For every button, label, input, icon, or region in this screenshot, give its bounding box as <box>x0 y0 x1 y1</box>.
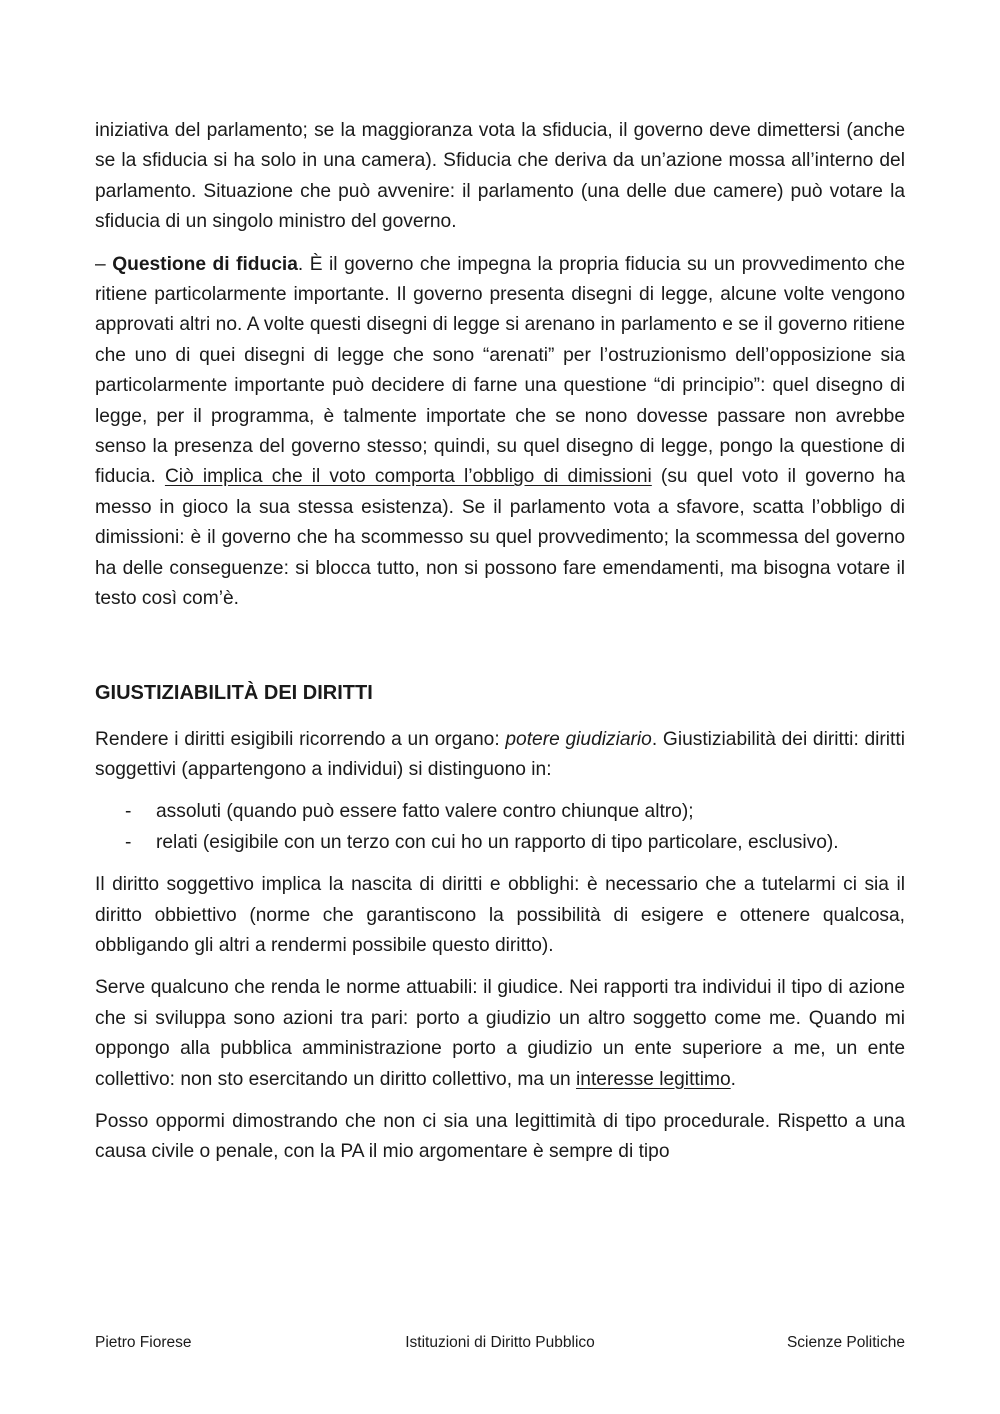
paragraph-legittimita: Posso oppormi dimostrando che non ci sia una legittimità di tipo procedurale. Rispetto a una causa civile o penale, con la PA il mio argomentare è sempre di tipo <box>95 1110 905 1163</box>
term-questione-di-fiducia: Questione di fiducia <box>112 253 298 275</box>
list-marker: - <box>125 831 132 853</box>
document-page <box>95 116 905 1180</box>
paragraph-diritto-soggettivo: Il diritto soggettivo implica la nascita di diritti e obblighi: è necessario che a tutelarmi ci sia il diritto obbiettivo (norme che garantiscono la possibilità di esigere e ottenere qualcosa, obbligando gli altri a rendermi possibile questo diritto). <box>95 874 905 956</box>
list-item <box>95 797 905 827</box>
paragraph-text: . È il governo che impegna la propria fiducia su un provvedimento che ritiene particolarmente importante. Il governo presenta disegni di legge, alcune volte vengono approvati altri no. A volte questi disegni di legge si arenano in parlamento e se il governo ritiene che uno di quei disegni di legge che sono “arenati” per l’ostruzionismo dell’opposizione sia particolarmente importante può decidere di farne una questione “di principio”: quel disegno di legge, per il programma, è talmente importate che se nono dovesse passare non avrebbe senso la presenza del governo stesso; quindi, su quel disegno di legge, pongo la questione di fiducia. <box>95 253 905 488</box>
underlined-phrase: Ciò implica che il voto comporta l’obbligo di dimissioni <box>164 466 652 488</box>
paragraph-text: (su quel voto il governo ha messo in gioco la sua stessa esistenza). Se il parlamento vota a sfavore, scatta l’obbligo di dimissioni: è il governo che ha scommesso su quel provvedimento; la scommessa del governo ha delle conseguenze: si blocca tutto, non si possono fare emendamenti, ma bisogna votare il testo così com’è. <box>95 466 905 610</box>
paragraph-text: . <box>730 1068 736 1090</box>
paragraph-text: . Giustiziabilità dei diritti: diritti soggettivi (appartengono a individui) si distinguono in: <box>95 728 905 780</box>
list-marker: - <box>125 801 132 823</box>
list-item-text: relati (esigibile con un terzo con cui ho un rapporto di tipo particolare, esclusivo). <box>156 831 839 853</box>
paragraph-sfiducia: iniziativa del parlamento; se la maggioranza vota la sfiducia, il governo deve dimettersi (anche se la sfiducia si ha solo in una camera). Sfiducia che deriva da un’azione mossa all’interno del parlamento. Situazione che può avvenire: il parlamento (una delle due camere) può votare la sfiducia di un singolo ministro del governo. <box>95 120 905 233</box>
section-heading: GIUSTIZIABILITÀ DEI DIRITTI <box>95 681 373 704</box>
paragraph-text: Rendere i diritti esigibili ricorrendo a un organo: <box>95 728 506 750</box>
page-footer <box>95 1334 905 1356</box>
italic-term: potere giudiziario <box>505 728 652 750</box>
paragraph-questione-di-fiducia <box>95 250 905 615</box>
underlined-phrase: interesse legittimo <box>576 1068 731 1090</box>
list-item-text: assoluti (quando può essere fatto valere contro chiunque altro); <box>156 801 694 823</box>
section-spacer <box>95 627 905 679</box>
footer-author: Pietro Fiorese <box>95 1334 192 1351</box>
rights-list <box>95 797 905 858</box>
paragraph-text: Serve qualcuno che renda le norme attuabili: il giudice. Nei rapporti tra individui il tipo di azione che si sviluppa sono azioni tra pari: porto a giudizio un altro soggetto come me. Quando mi oppongo alla pubblica amministrazione porto a giudizio un ente superiore a me, un ente collettivo: non sto esercitando un diritto collettivo, ma un <box>95 977 905 1090</box>
footer-faculty: Scienze Politiche <box>786 1334 905 1351</box>
list-item <box>95 828 905 858</box>
dash-marker: – <box>95 253 113 275</box>
footer-course: Istituzioni di Diritto Pubblico <box>405 1334 595 1351</box>
paragraph-giustiziabilita <box>95 725 905 786</box>
paragraph-giudice <box>95 973 905 1095</box>
